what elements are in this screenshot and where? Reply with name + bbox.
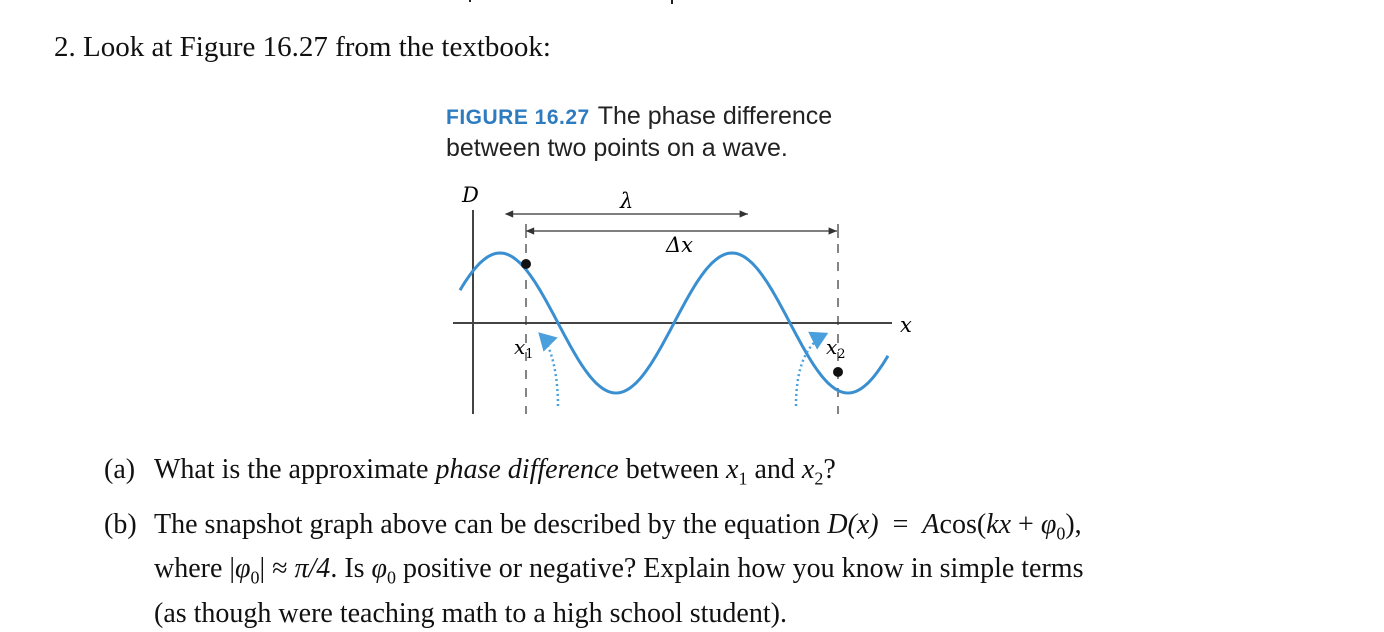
figure-label: FIGURE 16.27 [446,106,590,129]
equation-cos: cos( [939,508,987,540]
question-list [104,452,1354,632]
x1-label: $x_1$ [514,335,534,362]
wave-figure [440,176,940,426]
delta-x-label: Δx [666,233,694,257]
wavelength-label: λ [620,189,634,213]
top-cropped-text-remnant [0,0,1384,6]
variable-x1: $x_1$ [726,454,748,489]
point-x2 [833,367,843,377]
x-axis-label: x [900,313,912,337]
problem-heading [54,28,551,66]
problem-text: Look at Figure 16.27 from the textbook: [83,31,551,63]
question-mark: ? [823,454,836,485]
x2-label: $x_2$ [826,335,846,362]
abs-bar: | [259,553,266,585]
emphasis-text: phase difference [435,454,619,485]
figure-caption-text: The phase difference between two points on a wave. [446,102,833,162]
figure-caption [446,101,866,164]
equation-phi0: $\varphi_0$ [1040,508,1066,544]
y-axis-label: D [462,183,479,207]
equation-sign: = [892,508,909,540]
question-text: . Is [330,553,365,585]
question-b-line-2 [154,551,1354,596]
question-label: (b) [104,508,137,540]
question-text: where [154,553,223,585]
point-x1 [521,259,531,269]
question-a [104,452,1354,497]
equation-plus: + [1018,508,1034,540]
equation-kx: kx [986,508,1012,540]
abs-bar: | [229,553,236,585]
question-text: between [625,454,719,485]
question-text: The snapshot graph above can be described by the equation [154,508,821,540]
phi0-abs: $\varphi_0$ [235,553,260,588]
approx-sign: ≈ [272,553,288,585]
equation-amplitude: A [922,508,940,540]
question-text: What is the approximate [154,454,429,485]
question-b [104,507,1354,632]
question-label: (a) [104,454,136,485]
equation-close: ), [1065,508,1082,540]
variable-x2: $x_2$ [801,454,824,489]
phi0-inline: $\varphi_0$ [371,553,397,588]
problem-number: 2. [54,31,76,63]
equation-lhs: D(x) [827,508,879,540]
question-b-line-1 [154,507,1354,552]
question-text: and [754,454,795,485]
x1-dotted-arrow [540,334,558,406]
question-b-line-3: (as though were teaching math to a high school student). [154,597,787,629]
question-text: positive or negative? Explain how you know in simple terms [403,553,1084,585]
pi-over-four: π/4 [294,553,331,585]
